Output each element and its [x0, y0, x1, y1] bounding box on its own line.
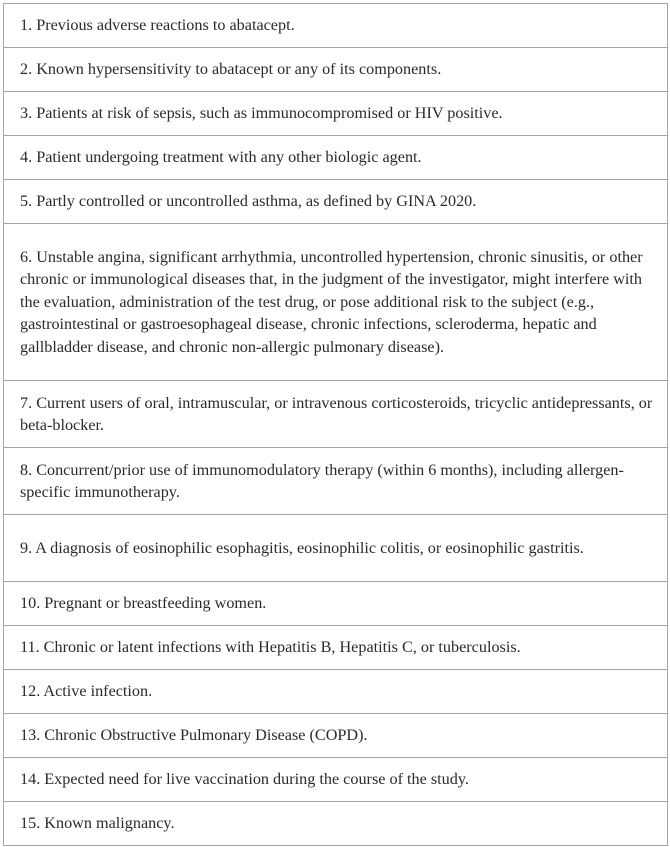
table-row: [4, 48, 668, 92]
table-row: [4, 136, 668, 180]
table-row: [4, 381, 668, 448]
table-row: [4, 582, 668, 626]
table-row: [4, 515, 668, 582]
criterion-cell: 13. Chronic Obstructive Pulmonary Disease (COPD).: [4, 714, 668, 758]
criterion-cell: 14. Expected need for live vaccination during the course of the study.: [4, 758, 668, 802]
criterion-cell: 15. Known malignancy.: [4, 802, 668, 846]
criterion-cell: 7. Current users of oral, intramuscular, or intravenous corticosteroids, tricyclic antidepressants, or beta-blocker.: [4, 381, 668, 448]
table-row: [4, 670, 668, 714]
table-row: [4, 180, 668, 224]
criterion-cell: 11. Chronic or latent infections with Hepatitis B, Hepatitis C, or tuberculosis.: [4, 626, 668, 670]
table-row: [4, 92, 668, 136]
criterion-cell: 1. Previous adverse reactions to abatacept.: [4, 4, 668, 48]
table-row: [4, 802, 668, 846]
criterion-cell: 12. Active infection.: [4, 670, 668, 714]
criterion-cell: 6. Unstable angina, significant arrhythmia, uncontrolled hypertension, chronic sinusitis, or other chronic or immunological diseases that, in the judgment of the investigator, might interfere with the evaluation, administration of the test drug, or pose additional risk to the subject (e.g., gastrointestinal or gastroesophageal disease, chronic infections, scleroderma, hepatic and gallbladder disease, and chronic non-allergic pulmonary disease).: [4, 224, 668, 381]
criterion-cell: 8. Concurrent/prior use of immunomodulatory therapy (within 6 months), including allergen-specific immunotherapy.: [4, 448, 668, 515]
criterion-cell: 5. Partly controlled or uncontrolled asthma, as defined by GINA 2020.: [4, 180, 668, 224]
criterion-cell: 3. Patients at risk of sepsis, such as immunocompromised or HIV positive.: [4, 92, 668, 136]
table-row: [4, 448, 668, 515]
table-row: [4, 4, 668, 48]
criterion-cell: 10. Pregnant or breastfeeding women.: [4, 582, 668, 626]
criterion-cell: 2. Known hypersensitivity to abatacept or any of its components.: [4, 48, 668, 92]
table-row: [4, 714, 668, 758]
criterion-cell: 4. Patient undergoing treatment with any other biologic agent.: [4, 136, 668, 180]
criterion-cell: 9. A diagnosis of eosinophilic esophagitis, eosinophilic colitis, or eosinophilic gastritis.: [4, 515, 668, 582]
table-row: [4, 626, 668, 670]
table-row: [4, 758, 668, 802]
table-row: [4, 224, 668, 381]
exclusion-criteria-table: [3, 3, 668, 846]
